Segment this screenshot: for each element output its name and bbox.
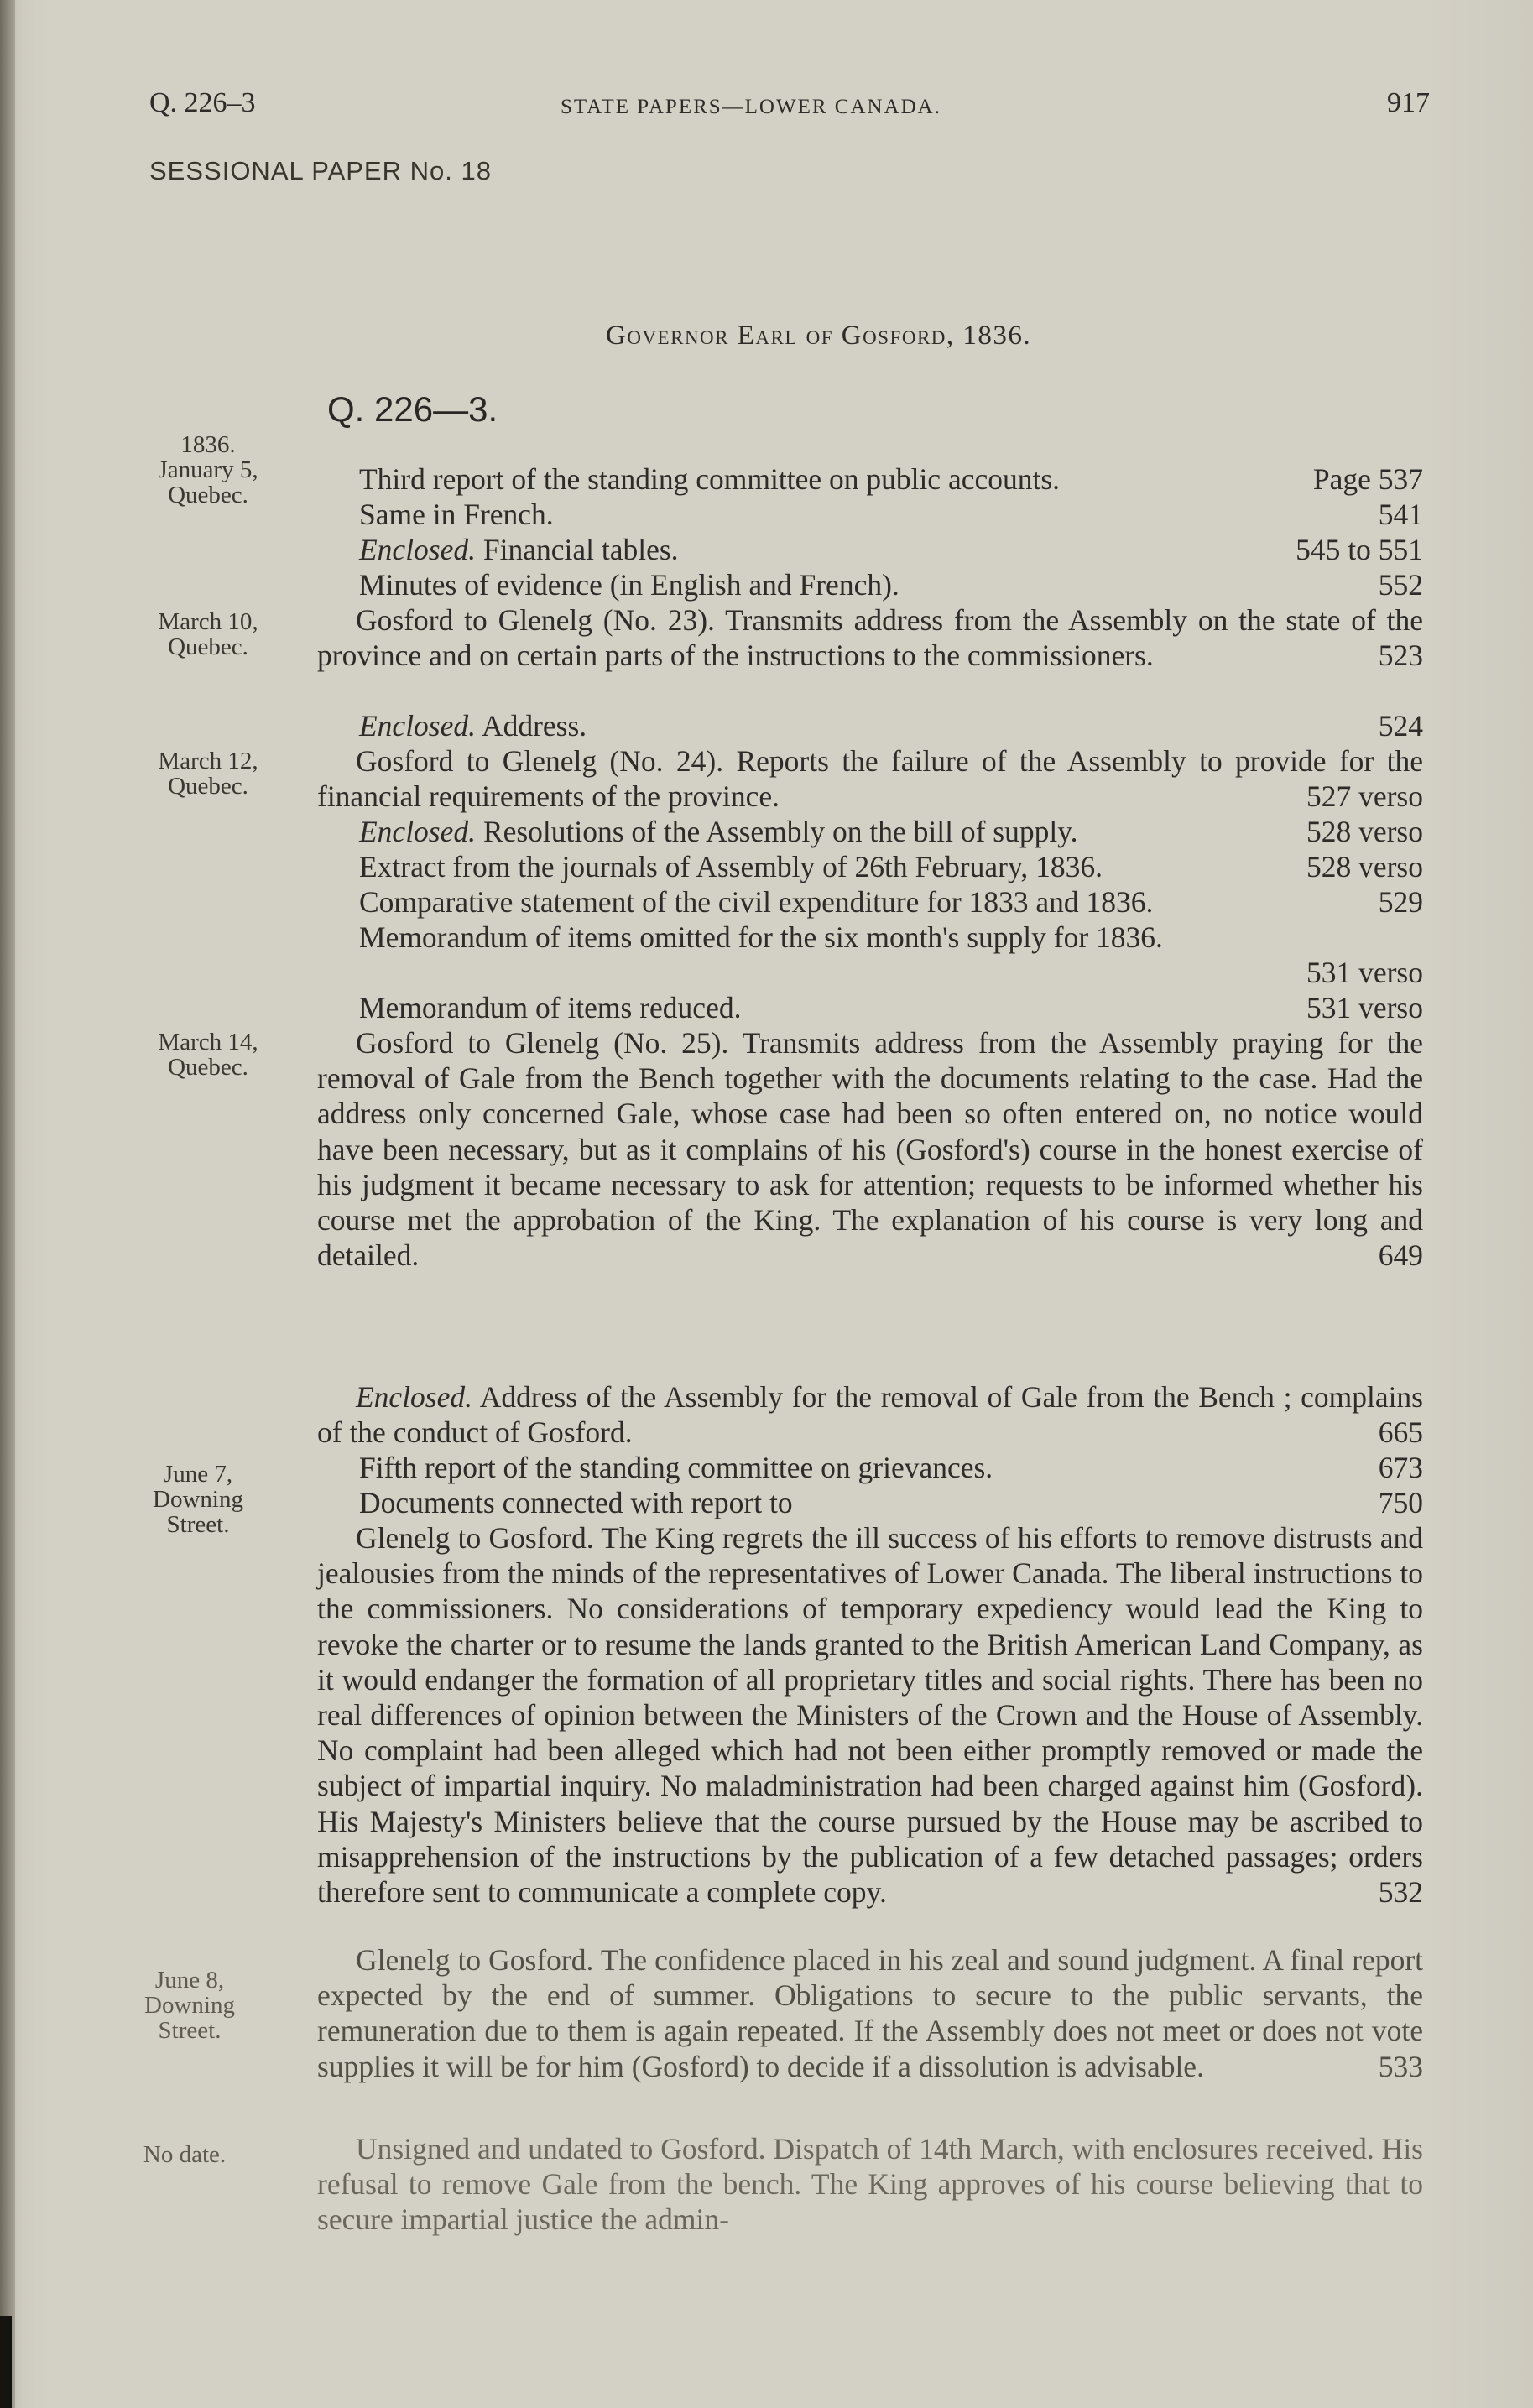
entry-text — [359, 708, 587, 743]
entry-page: 531 verso — [1306, 991, 1423, 1024]
margin-line: March 10, — [158, 608, 258, 635]
entry-text: Documents connected with report to — [359, 1486, 793, 1519]
entry-text: Memorandum of items omitted for the six month's supply for 1836. — [359, 920, 1163, 954]
entry-text: Minutes of evidence (in English and French). — [359, 568, 899, 602]
entry-page: 665 — [1378, 1415, 1423, 1450]
entry-paragraph-mar10 — [317, 602, 1423, 673]
entry-page: 523 — [1378, 638, 1423, 673]
margin-note-mar12 — [133, 748, 284, 799]
entry-paragraph-mar14 — [317, 1025, 1423, 1273]
entry-page: 673 — [1378, 1451, 1423, 1484]
margin-note-jun7 — [123, 1462, 274, 1537]
margin-note-jun8 — [114, 1968, 265, 2043]
entry-page: 750 — [1378, 1486, 1423, 1519]
entry-page: Page 537 — [1312, 462, 1423, 496]
margin-line: 1836. — [180, 431, 236, 458]
entry-text: Extract from the journals of Assembly of 26th February, 1836. — [359, 850, 1103, 883]
margin-line: Downing — [144, 1992, 235, 2019]
entry-page: 527 verso — [1306, 779, 1423, 814]
entry-paragraph-jun8 — [317, 1942, 1423, 2084]
margin-note-mar10 — [133, 609, 284, 659]
entry-page: 545 to 551 — [1296, 533, 1423, 566]
entry-page: 524 — [1378, 709, 1423, 743]
entry-text: Third report of the standing committee on public accounts. — [359, 462, 1061, 496]
entry-page: 528 verso — [1306, 850, 1423, 883]
enclosure-text: Address of the Assembly for the removal of Gale from the Bench ; complains of the conduct of Gosford. — [317, 1380, 1423, 1450]
margin-line: Quebec. — [168, 773, 248, 800]
volume-heading: Q. 226—3. — [327, 389, 498, 429]
enclosure-text: Financial tables. — [482, 533, 679, 566]
entry-page: 552 — [1378, 568, 1423, 602]
entry-text: Gosford to Glenelg (No. 24). Reports the failure of the Assembly to provide for the financial requirements of the province. — [317, 744, 1423, 814]
entry-paragraph-nodate — [317, 2131, 1423, 2238]
margin-line: March 12, — [158, 748, 258, 774]
margin-line: June 7, — [163, 1461, 233, 1488]
margin-line: June 8, — [154, 1967, 225, 1994]
entry-page: 649 — [1378, 1238, 1423, 1273]
enclosed-label: Enclosed. — [359, 533, 477, 566]
entry-text: Unsigned and undated to Gosford. Dispatch of 14th March, with enclosures received. His refusal to remove Gale from the bench. The King approves of his course believing that to secure impartial justice the admin- — [317, 2132, 1423, 2237]
margin-line: Street. — [158, 2017, 222, 2044]
margin-line: March 14, — [158, 1029, 258, 1055]
entry-text — [359, 532, 679, 567]
margin-note-mar14 — [133, 1029, 284, 1080]
margin-line: Quebec. — [168, 633, 248, 660]
header-title: STATE PAPERS—LOWER CANADA. — [561, 96, 941, 118]
entry-paragraph-mar12 — [317, 743, 1423, 814]
entry-paragraph-mar14-enclosed — [317, 1379, 1423, 1450]
running-header — [149, 87, 1430, 128]
enclosure-text: Resolutions of the Assembly on the bill of supply. — [482, 815, 1078, 848]
margin-line: Downing — [153, 1486, 243, 1513]
entry-text: Gosford to Glenelg (No. 23). Transmits address from the Assembly on the state of the province and on certain parts of the instructions to the commissioners. — [317, 603, 1423, 673]
entry-text — [359, 814, 1078, 849]
page-number: 917 — [1387, 87, 1430, 118]
entry-text: Glenelg to Gosford. The confidence placed in his zeal and sound judgment. A final report expected by the end of summer. Obligations to secure to the public servants, the remuneration due to them is again repeated. If the Assembly does not meet or does not vote supplies it will be for him (Gosford) to decide if a dissolution is advisable. — [317, 1943, 1423, 2083]
entry-page: 541 — [1378, 498, 1423, 531]
entry-text: Memorandum of items reduced. — [359, 991, 742, 1024]
entry-page: 532 — [1378, 1875, 1423, 1910]
margin-line: Quebec. — [168, 1054, 248, 1081]
entry-page: 533 — [1378, 2049, 1423, 2083]
entry-paragraph-jun7 — [317, 1520, 1423, 1910]
margin-note-jan5 — [133, 432, 284, 508]
entry-text: Comparative statement of the civil expenditure for 1833 and 1836. — [359, 885, 1154, 919]
section-title: Governor Earl of Gosford, 1836. — [606, 321, 1032, 351]
enclosed-label: Enclosed. — [356, 1380, 473, 1414]
enclosed-label: Enclosed. — [359, 815, 477, 848]
margin-line: Street. — [166, 1511, 230, 1538]
margin-note-nodate — [109, 2142, 260, 2167]
margin-line: January 5, — [158, 456, 258, 483]
entry-page: 531 verso — [1306, 956, 1423, 989]
entry-page: 528 verso — [1306, 815, 1423, 848]
entry-text: Glenelg to Gosford. The King regrets the ill success of his efforts to remove distrusts and jealousies from the minds of the representatives of Lower Canada. The liberal instructions to the commissioners. No considerations of temporary expediency would lead the King to revoke the charter or to resume the lands granted to the British American Land Company, as it would endanger the formation of all proprietary titles and social rights. There has been no real differences of opinion between the Ministers of the Crown and the House of Assembly. No complaint had been alleged which had not been either promptly removed or made the subject of impartial inquiry. No maladministration had been charged against him (Gosford). His Majesty's Ministers believe that the course pursued by the House may be ascribed to misapprehension of the instructions by the publication of a few detached passages; orders therefore sent to communicate a complete copy. — [317, 1521, 1423, 1910]
entry-text: Gosford to Glenelg (No. 25). Transmits address from the Assembly praying for the removal of Gale from the Bench together with the documents relating to the case. Had the address only concerned Gale, whose case had been so often entered on, no notice would have been necessary, but as it complains of his (Gosford's) course in the honest exercise of his judgment it became necessary to ask for attention; requests to be informed whether his course met the approbation of the King. The explanation of his course is very long and detailed. — [317, 1026, 1423, 1273]
binding-edge — [0, 2316, 12, 2408]
enclosed-label: Enclosed. — [359, 709, 477, 743]
entry-page: 529 — [1378, 885, 1423, 919]
enclosure-text: Address. — [481, 709, 587, 743]
header-reference: Q. 226–3 — [149, 87, 256, 118]
margin-line: No date. — [143, 2141, 227, 2168]
margin-line: Quebec. — [168, 482, 248, 508]
entry-text: Same in French. — [359, 498, 554, 531]
sessional-paper-label: SESSIONAL PAPER No. 18 — [149, 156, 492, 185]
entry-text: Fifth report of the standing committee on grievances. — [359, 1451, 993, 1484]
binding-gutter — [0, 0, 15, 2408]
